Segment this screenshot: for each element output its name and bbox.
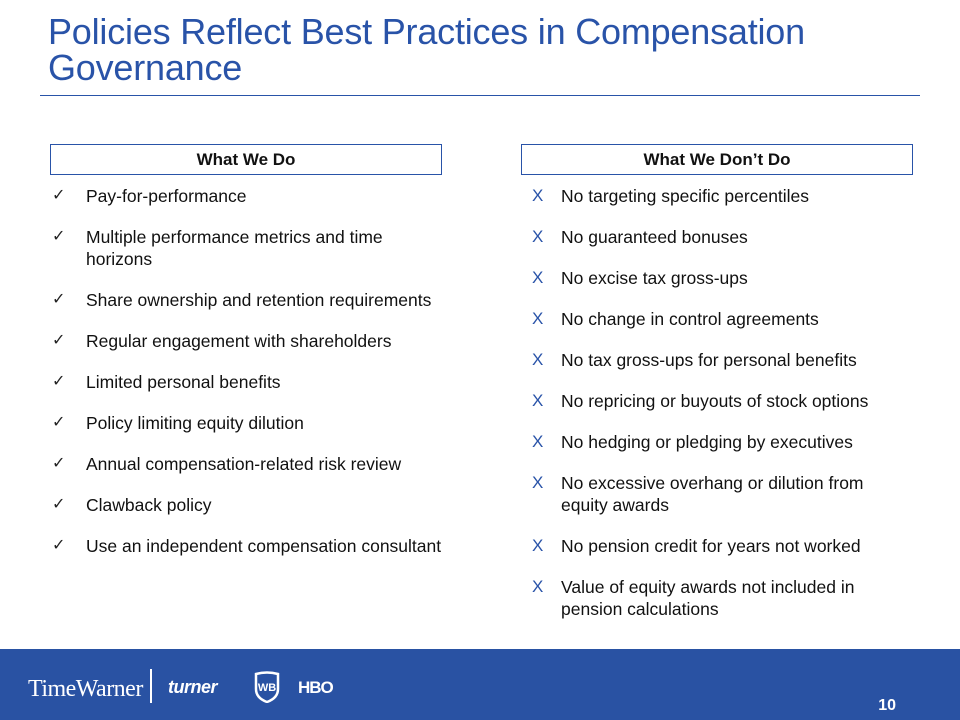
list-item-text: No repricing or buyouts of stock options [561,391,869,411]
footer-bar [0,649,960,720]
logo-divider [150,669,152,703]
title-divider [40,95,920,96]
checkmark-icon: ✓ [52,455,66,472]
checkmark-icon: ✓ [52,537,66,554]
list-item [531,535,913,557]
what-we-do-list [50,185,442,557]
x-mark-icon: X [532,577,544,596]
list-item [531,267,913,289]
checkmark-icon: ✓ [52,291,66,308]
time-warner-logo: TimeWarner [28,676,143,702]
hbo-logo [298,677,342,703]
list-item-text: Policy limiting equity dilution [86,413,304,433]
x-mark-icon: X [532,268,544,287]
list-item [50,412,442,434]
list-item [50,330,442,352]
wb-shield-logo [253,671,281,708]
turner-logo-icon [168,676,238,698]
list-item-text: Multiple performance metrics and time horizons [86,227,383,269]
list-item-text: Limited personal benefits [86,372,281,392]
svg-text:turner: turner [168,677,218,697]
list-item [531,308,913,330]
list-item-text: Use an independent compensation consultant [86,536,442,556]
x-mark-icon: X [532,473,544,492]
list-item-text: No tax gross-ups for personal benefits [561,350,857,370]
list-item [50,185,442,207]
checkmark-icon: ✓ [52,414,66,431]
list-item [50,226,442,270]
list-item [531,226,913,248]
what-we-do-header: What We Do [50,144,442,175]
x-mark-icon: X [532,227,544,246]
x-mark-icon: X [532,391,544,410]
list-item [50,289,442,311]
checkmark-icon: ✓ [52,373,66,390]
x-mark-icon: X [532,536,544,555]
svg-text:HBO: HBO [298,678,333,697]
svg-text:WB: WB [257,682,277,694]
x-mark-icon: X [532,350,544,369]
list-item [531,431,913,453]
what-we-do-column [50,144,442,576]
what-we-dont-do-column [521,144,913,639]
wb-shield-icon [253,671,281,703]
list-item-text: No excise tax gross-ups [561,268,748,288]
list-item [50,535,442,557]
checkmark-icon: ✓ [52,187,66,204]
list-item [50,494,442,516]
slide-title: Policies Reflect Best Practices in Compensation Governance [48,11,805,88]
list-item-text: No hedging or pledging by executives [561,432,853,452]
what-we-dont-do-list [531,185,913,620]
list-item [50,453,442,475]
list-item [531,185,913,207]
list-item-text: Clawback policy [86,495,212,515]
list-item-text: Pay-for-performance [86,186,247,206]
list-item-text: No guaranteed bonuses [561,227,748,247]
list-item-text: Regular engagement with shareholders [86,331,392,351]
page-number: 10 [878,697,896,714]
list-item [531,349,913,371]
list-item-text: No change in control agreements [561,309,819,329]
list-item [531,576,913,620]
hbo-logo-icon [298,677,342,697]
checkmark-icon: ✓ [52,228,66,245]
list-item [50,371,442,393]
list-item-text: Annual compensation-related risk review [86,454,402,474]
x-mark-icon: X [532,432,544,451]
list-item-text: No targeting specific percentiles [561,186,810,206]
list-item-text: No pension credit for years not worked [561,536,861,556]
list-item [531,472,913,516]
x-mark-icon: X [532,186,544,205]
list-item-text: Value of equity awards not included in pension calculations [561,577,855,619]
checkmark-icon: ✓ [52,332,66,349]
list-item-text: No excessive overhang or dilution from equity awards [561,473,864,515]
list-item-text: Share ownership and retention requirements [86,290,432,310]
x-mark-icon: X [532,309,544,328]
checkmark-icon: ✓ [52,496,66,513]
what-we-dont-do-header: What We Don’t Do [521,144,913,175]
turner-logo [168,676,238,704]
list-item [531,390,913,412]
